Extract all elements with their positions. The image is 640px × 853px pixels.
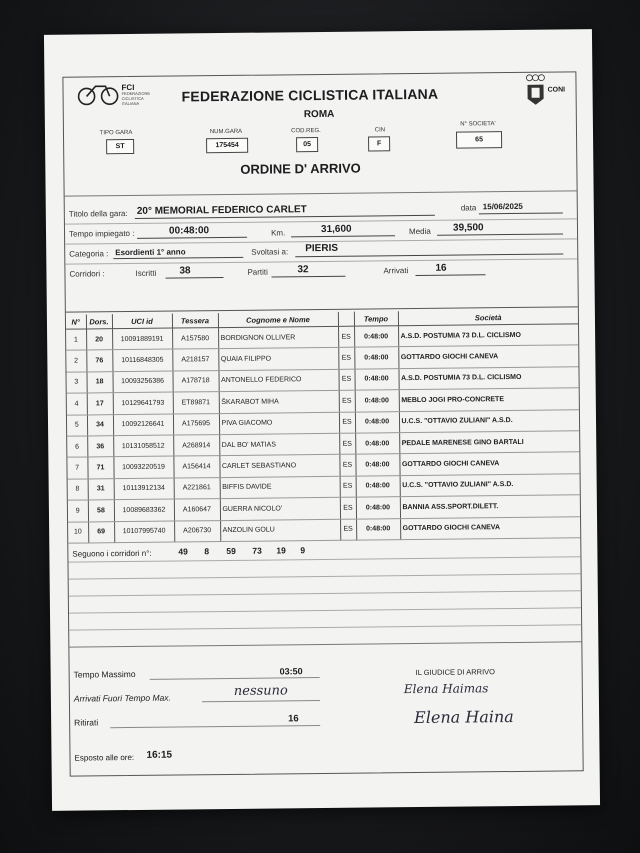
bib-number-cell: 69 <box>88 521 114 543</box>
rider-name-cell: PIVA GIACOMO <box>219 412 339 435</box>
arrived-label: Arrivati <box>383 266 409 276</box>
date-label: data <box>460 203 477 213</box>
avg-value: 39,500 <box>452 222 484 234</box>
retired-underline <box>110 725 320 728</box>
category-code-cell: ES <box>340 476 356 498</box>
tessera-cell: A178718 <box>172 370 218 392</box>
team-name-cell: A.S.D. POSTUMIA 73 D.L. CICLISMO <box>398 324 578 347</box>
time-label: Tempo impiegato : <box>68 228 135 239</box>
category-code-cell: ES <box>340 497 356 519</box>
tessera-cell: A157580 <box>172 328 218 350</box>
category-label: Categoria : <box>69 249 109 259</box>
category-code-cell: ES <box>339 433 355 455</box>
team-name-cell: GOTTARDO GIOCHI CANEVA <box>400 516 580 539</box>
max-time-label: Tempo Massimo <box>73 668 136 680</box>
following-number: 59 <box>226 545 236 557</box>
started-label: Partiti <box>247 267 268 277</box>
rider-name-cell: ŠKARABOT MIHA <box>219 390 339 413</box>
code-value-cod-reg: 05 <box>296 137 318 152</box>
code-value-cin: F <box>368 136 390 151</box>
document-title: ORDINE D' ARRIVO <box>240 160 361 177</box>
col-header-tessera: Tessera <box>172 313 218 328</box>
category-code-cell: ES <box>339 390 355 412</box>
race-title-value: 20° MEMORIAL FEDERICO CARLET <box>136 204 307 217</box>
code-label-cin: CIN <box>374 127 386 134</box>
row-number-cell: 9 <box>68 500 88 522</box>
rider-name-cell: ANTONELLO FEDERICO <box>218 369 338 392</box>
max-time-underline <box>150 677 320 680</box>
code-value-num-gara: 175454 <box>206 138 248 153</box>
uci-id-cell: 10113912134 <box>114 478 174 500</box>
col-header-dors: Dors. <box>86 314 112 329</box>
uci-id-cell: 10091889191 <box>112 328 172 350</box>
km-value: 31,600 <box>320 223 352 235</box>
uci-id-cell: 10089683362 <box>114 499 174 521</box>
bib-number-cell: 71 <box>87 457 113 479</box>
code-label-societa: N° SOCIETA' <box>460 121 496 128</box>
date-underline <box>479 212 563 214</box>
max-time-value: 03:50 <box>279 666 303 677</box>
team-name-cell: MEBLO JOGI PRO-CONCRETE <box>399 388 579 411</box>
bib-number-cell: 36 <box>87 436 113 458</box>
place-label: Svoltasi a: <box>251 247 289 257</box>
time-underline <box>137 237 247 239</box>
bib-number-cell: 31 <box>88 478 114 500</box>
category-code-cell: ES <box>338 348 354 370</box>
km-underline <box>291 235 395 237</box>
row-number-cell: 1 <box>66 329 86 351</box>
category-value: Esordienti 1° anno <box>115 247 186 258</box>
federation-title: FEDERAZIONE CICLISTICA ITALIANA <box>181 85 439 105</box>
enrolled-label: Iscritti <box>135 268 157 278</box>
arrived-underline <box>415 274 485 276</box>
finish-time-cell: 0:48:00 <box>355 433 399 455</box>
ruled-line <box>69 590 581 596</box>
rider-name-cell: BIFFIS DAVIDE <box>220 476 340 499</box>
tessera-cell: A175695 <box>173 413 219 435</box>
finish-time-cell: 0:48:00 <box>356 475 400 497</box>
row-number-cell: 6 <box>67 436 87 458</box>
uci-id-cell: 10129641793 <box>113 392 173 414</box>
code-value-tipo-gara: ST <box>106 139 134 154</box>
code-value-societa: 65 <box>456 131 502 148</box>
riders-label: Corridori : <box>69 269 105 279</box>
bib-number-cell: 17 <box>87 393 113 415</box>
fci-logo-text: FCI <box>121 82 135 93</box>
team-name-cell: PEDALE MARENESE GINO BARTALI <box>399 431 579 454</box>
team-name-cell: BANNIA ASS.SPORT.DILETT. <box>400 495 580 518</box>
col-header-uci: UCI id <box>112 314 172 329</box>
results-table <box>66 309 580 543</box>
team-name-cell: U.C.S. "OTTAVIO ZULIANI" A.S.D. <box>400 474 580 497</box>
form-frame <box>62 71 583 776</box>
code-label-cod-reg: COD.REG. <box>291 127 321 135</box>
finish-time-cell: 0:48:00 <box>355 390 399 412</box>
rider-name-cell: CARLET SEBASTIANO <box>219 455 339 478</box>
tessera-cell: A218157 <box>172 349 218 371</box>
avg-underline <box>437 233 563 235</box>
tessera-cell: A268914 <box>173 435 219 457</box>
divider-3 <box>65 258 577 264</box>
bicycle-logo-icon <box>75 83 125 106</box>
category-code-cell: ES <box>340 519 356 541</box>
judge-signature: Elena Haina <box>414 707 514 728</box>
col-header-n: N° <box>66 314 86 329</box>
row-number-cell: 4 <box>67 393 87 415</box>
out-time-underline <box>202 700 320 702</box>
arrival-sheet <box>44 29 600 811</box>
km-label: Km. <box>270 228 286 238</box>
category-code-cell: ES <box>338 326 354 348</box>
col-header-societa: Società <box>398 309 578 325</box>
finish-time-cell: 0:48:00 <box>356 497 400 519</box>
row-number-cell: 3 <box>66 372 86 394</box>
uci-id-cell: 10093256386 <box>112 371 172 393</box>
bib-number-cell: 34 <box>87 414 113 436</box>
ruled-line <box>69 641 581 647</box>
retired-value: 16 <box>288 713 299 725</box>
rider-name-cell: DAL BO' MATIAS <box>219 433 339 456</box>
coni-shield-icon <box>523 73 547 107</box>
judge-label: IL GIUDICE DI ARRIVO <box>415 667 496 678</box>
bib-number-cell: 18 <box>86 371 112 393</box>
rider-name-cell: GUERRA NICOLO' <box>220 497 340 520</box>
row-number-cell: 2 <box>66 350 86 372</box>
race-title-label: Titolo della gara: <box>68 209 128 219</box>
table-row <box>68 516 580 543</box>
ruled-line <box>69 607 581 613</box>
coni-logo <box>523 73 547 112</box>
category-underline <box>113 257 243 259</box>
time-value: 00:48:00 <box>168 225 210 237</box>
row-number-cell: 5 <box>67 415 87 437</box>
code-label-num-gara: NUM.GARA <box>209 128 243 136</box>
team-name-cell: U.C.S. "OTTAVIO ZULIANI" A.S.D. <box>399 409 579 432</box>
uci-id-cell: 10093220519 <box>113 456 173 478</box>
following-number: 8 <box>204 546 210 557</box>
tessera-cell: A206730 <box>174 520 220 542</box>
rider-name-cell: BORDIGNON OLLIVER <box>218 326 338 349</box>
team-name-cell: A.S.D. POSTUMIA 73 D.L. CICLISMO <box>398 367 578 390</box>
uci-id-cell: 10092126641 <box>113 414 173 436</box>
finish-time-cell: 0:48:00 <box>355 411 399 433</box>
row-number-cell: 10 <box>68 521 88 543</box>
category-code-cell: ES <box>338 369 354 391</box>
team-name-cell: GOTTARDO GIOCHI CANEVA <box>398 345 578 368</box>
bib-number-cell: 58 <box>88 500 114 522</box>
finish-time-cell: 0:48:00 <box>354 368 398 390</box>
city-label: ROMA <box>303 108 335 121</box>
uci-id-cell: 10116848305 <box>112 349 172 371</box>
finish-time-cell: 0:48:00 <box>355 454 399 476</box>
out-time-label: Arrivati Fuori Tempo Max. <box>73 692 171 704</box>
fci-logo-subtext: FEDERAZIONE CICLISTICA ITALIANA <box>121 90 151 107</box>
finish-time-cell: 0:48:00 <box>354 326 398 348</box>
row-number-cell: 8 <box>68 479 88 501</box>
row-number-cell: 7 <box>67 457 87 479</box>
judge-name-handwriting: Elena Haimas <box>403 681 489 697</box>
code-label-tipo-gara: TIPO GARA <box>99 129 133 137</box>
tessera-cell: A221861 <box>174 477 220 499</box>
col-header-tempo: Tempo <box>354 311 398 326</box>
place-value: PIERIS <box>305 242 339 255</box>
divider-top <box>65 190 577 196</box>
posted-value: 16:15 <box>146 749 173 761</box>
rider-name-cell: ANZOLIN GOLU <box>220 519 340 542</box>
started-underline <box>271 276 345 278</box>
out-time-handwriting: nessuno <box>233 683 288 699</box>
bib-number-cell: 76 <box>86 350 112 372</box>
tessera-cell: ET89871 <box>173 392 219 414</box>
uci-id-cell: 10107995740 <box>114 521 174 543</box>
uci-id-cell: 10131058512 <box>113 435 173 457</box>
posted-label: Esposto alle ore: <box>74 752 135 763</box>
fci-logo <box>75 83 125 111</box>
place-underline <box>295 253 563 257</box>
ruled-line <box>69 573 581 579</box>
enrolled-underline <box>166 277 224 279</box>
category-code-cell: ES <box>339 412 355 434</box>
category-code-cell: ES <box>339 454 355 476</box>
following-number: 73 <box>252 545 262 556</box>
col-header-name: Cognome e Nome <box>218 312 338 328</box>
avg-label: Media <box>408 226 431 237</box>
ruled-line <box>69 624 581 630</box>
following-label: Seguono i corridori n°: <box>72 548 152 559</box>
tessera-cell: A160647 <box>174 499 220 521</box>
enrolled-value: 38 <box>179 265 191 277</box>
rider-name-cell: QUAIA FILIPPO <box>218 348 338 371</box>
arrived-value: 16 <box>435 262 447 274</box>
col-header-naz <box>338 312 354 327</box>
started-value: 32 <box>297 264 309 276</box>
following-number: 9 <box>300 545 306 556</box>
following-number: 49 <box>178 546 188 557</box>
bib-number-cell: 20 <box>86 329 112 351</box>
coni-label: CONI <box>547 86 566 94</box>
team-name-cell: GOTTARDO GIOCHI CANEVA <box>399 452 579 475</box>
tessera-cell: A156414 <box>173 456 219 478</box>
finish-time-cell: 0:48:00 <box>356 518 400 540</box>
finish-time-cell: 0:48:00 <box>354 347 398 369</box>
date-value: 15/06/2025 <box>482 201 523 212</box>
retired-label: Ritirati <box>74 717 99 728</box>
following-number: 19 <box>276 545 286 556</box>
